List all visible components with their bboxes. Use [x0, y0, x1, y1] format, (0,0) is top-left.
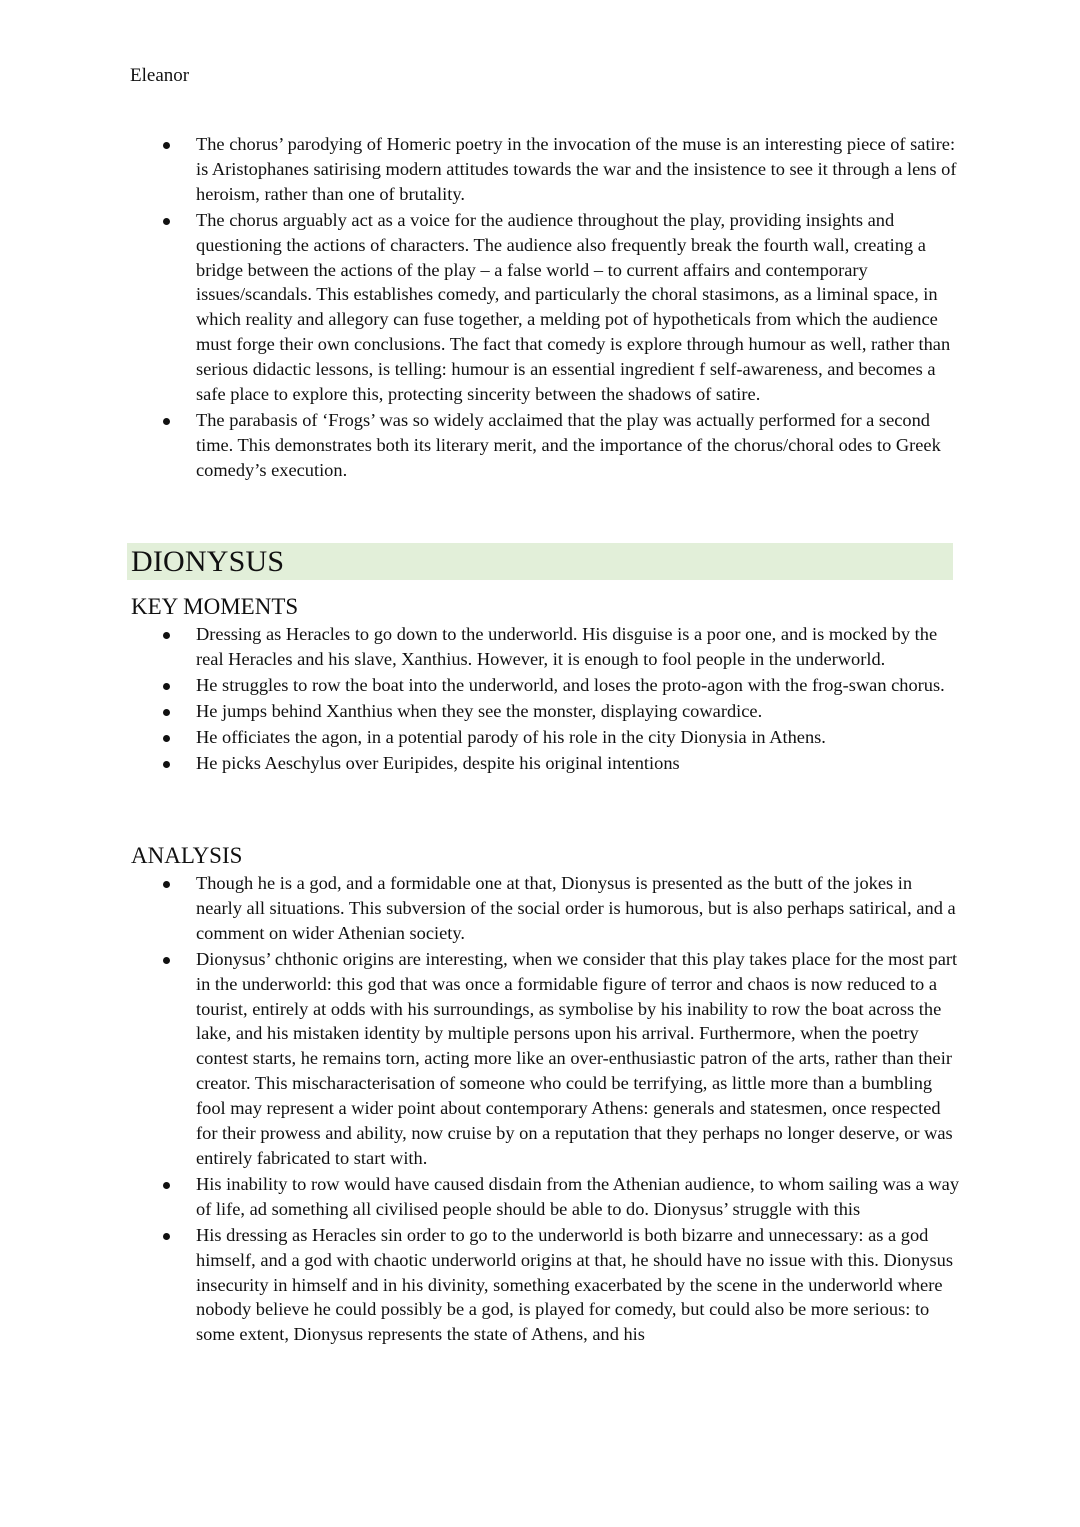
- list-item: [130, 751, 960, 776]
- bullet-icon: [163, 957, 170, 964]
- list-item: [130, 622, 960, 672]
- intro-bullet-list: [130, 132, 960, 484]
- section-title: DIONYSUS: [131, 545, 285, 578]
- bullet-icon: [163, 1182, 170, 1189]
- bullet-icon: [163, 709, 170, 716]
- bullet-icon: [163, 683, 170, 690]
- bullet-text: Though he is a god, and a formidable one at that, Dionysus is presented as the butt of the jokes in nearly all situations. This subversion of the social order is humorous, but is also perhaps satirical, and a comment on wider Athenian society.: [196, 873, 956, 943]
- bullet-text: The chorus’ parodying of Homeric poetry in the invocation of the muse is an interesting piece of satire: is Aristophanes satirising modern attitudes towards the war and the insistence to see it through a lens of heroism, rather than one of brutality.: [196, 134, 957, 204]
- bullet-text: Dionysus’ chthonic origins are interesting, when we consider that this play takes place for the most part in the underworld: this god that was once a formidable figure of terror and chaos is now reduced to a tourist, entirely at odds with his surroundings, as symbolise by his inability to row the boat across the lake, and his mistaken identity by multiple persons upon his arrival. Furthermore, when the poetry contest starts, he remains torn, acting more like an over-enthusiastic patron of the arts, rather than their creator. This mischaracterisation of someone who could be terrifying, as little more than a bumbling fool may represent a wider point about contemporary Athens: generals and statesmen, once respected for their prowess and ability, now cruise by on a reputation that they perhaps no longer deserve, or was entirely fabricated to start with.: [196, 948, 958, 1168]
- list-item: [130, 725, 960, 750]
- list-item: [130, 408, 960, 483]
- list-item: [130, 871, 960, 946]
- list-item: [130, 208, 960, 407]
- bullet-text: He picks Aeschylus over Euripides, despite his original intentions: [196, 752, 680, 773]
- analysis-list: [130, 871, 960, 1348]
- bullet-text: He jumps behind Xanthius when they see the monster, displaying cowardice.: [196, 700, 763, 721]
- bullet-icon: [163, 735, 170, 742]
- bullet-text: He struggles to row the boat into the underworld, and loses the proto-agon with the frog-swan chorus.: [196, 674, 945, 695]
- key-moments-heading: KEY MOMENTS: [131, 594, 299, 619]
- bullet-icon: [163, 218, 170, 225]
- bullet-text: The parabasis of ‘Frogs’ was so widely acclaimed that the play was actually performed for a second time. This demonstrates both its literary merit, and the importance of the chorus/choral odes to Greek comedy’s execution.: [196, 409, 941, 480]
- bullet-text: His dressing as Heracles sin order to go to the underworld is both bizarre and unnecessary: as a god himself, and a god with chaotic underworld origins at that, he should have no issue with this. Dionysus insecurity in himself and in his divinity, something exacerbated by the scene in the underworld where nobody believe he could possibly be a god, is played for comedy, but could also be more serious: to some extent, Dionysus represents the state of Athens, and his: [196, 1224, 953, 1345]
- list-item: [130, 699, 960, 724]
- analysis-heading: ANALYSIS: [131, 843, 243, 868]
- key-moments-list: [130, 622, 960, 776]
- bullet-icon: [163, 632, 170, 639]
- bullet-icon: [163, 761, 170, 768]
- bullet-icon: [163, 1233, 170, 1240]
- bullet-text: His inability to row would have caused disdain from the Athenian audience, to whom sailing was a way of life, ad something all civilised people should be able to do. Dionysus’ struggle with this: [196, 1173, 960, 1219]
- bullet-text: The chorus arguably act as a voice for the audience throughout the play, providing insights and questioning the actions of characters. The audience also frequently break the fourth wall, creating a bridge between the actions of the play – a false world – to current affairs and contemporary issues/scandals. This establishes comedy, and particularly the choral stasimons, as a liminal space, in which reality and allegory can fuse together, a melding pot of hypotheticals from which the audience must forge their own conclusions. The fact that comedy is explore through humour as well, rather than serious didactic lessons, is telling: humour is an essential ingredient f self-awareness, and becomes a safe place to explore this, protecting sincerity between the shadows of satire.: [196, 209, 951, 405]
- bullet-text: Dressing as Heracles to go down to the underworld. His disguise is a poor one, and is mocked by the real Heracles and his slave, Xanthius. However, it is enough to fool people in the underworld.: [196, 624, 938, 669]
- bullet-icon: [163, 418, 170, 425]
- author-name: Eleanor: [130, 65, 190, 86]
- bullet-icon: [163, 881, 170, 888]
- bullet-icon: [163, 142, 170, 149]
- list-item: [130, 1223, 960, 1348]
- list-item: [130, 947, 960, 1171]
- bullet-text: He officiates the agon, in a potential parody of his role in the city Dionysia in Athens.: [196, 726, 826, 747]
- list-item: [130, 1172, 960, 1222]
- list-item: [130, 673, 960, 698]
- list-item: [130, 132, 960, 207]
